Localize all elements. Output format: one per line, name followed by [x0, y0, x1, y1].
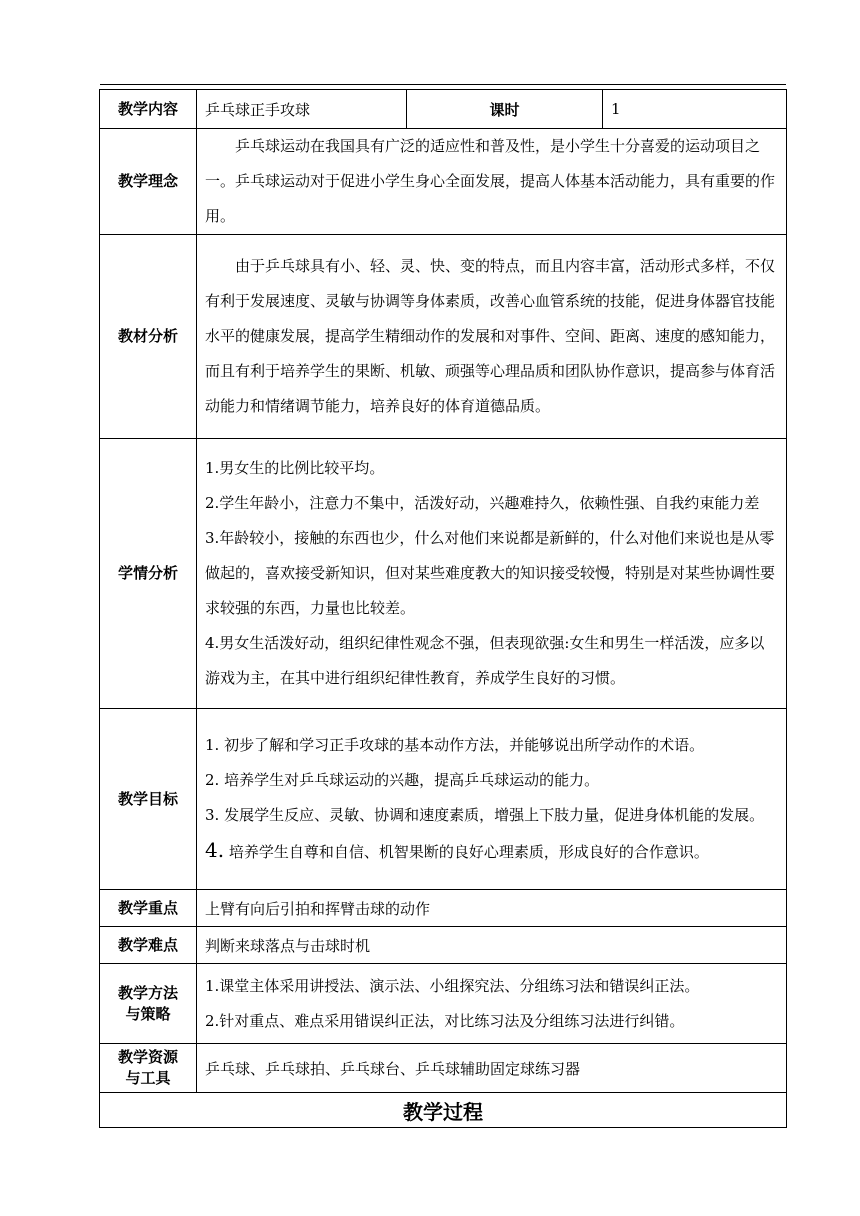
methods-label-line2: 与策略	[125, 1004, 171, 1023]
student-item: 1.男女生的比例比较平均。	[205, 459, 385, 477]
student-item: 4.男女生活泼好动，组织纪律性观念不强，但表现欲强:女生和男生一样活泼，应多以游戏为主，在其中进行组织纪律性教育，养成学生良好的习惯。	[205, 634, 765, 687]
students-cell	[197, 439, 787, 709]
process-title: 教学过程	[100, 1093, 787, 1128]
methods-cell	[197, 964, 787, 1044]
goal-item-4-number: 4.	[205, 838, 225, 862]
methods-label	[100, 964, 197, 1044]
philosophy-cell	[197, 129, 787, 235]
material-cell	[197, 235, 787, 439]
material-label: 教材分析	[100, 235, 197, 439]
material-text: 由于乒乓球具有小、轻、灵、快、变的特点，而且内容丰富，活动形式多样，不仅有利于发展速度、灵敏与协调等身体素质，改善心血管系统的技能，促进身体器官技能水平的健康发展，提高学生精细动作的发展和对事件、空间、距离、速度的感知能力，而且有利于培养学生的果断、机敏、顽强等心理品质和团队协作意识，提高参与体育活动能力和情绪调节能力，培养良好的体育道德品质。	[205, 257, 776, 415]
key-point-label: 教学重点	[100, 890, 197, 927]
method-item: 1.课堂主体采用讲授法、演示法、小组探究法、分组练习法和错误纠正法。	[205, 976, 700, 995]
students-label: 学情分析	[100, 439, 197, 709]
resources-text: 乒乓球、乒乓球拍、乒乓球台、乒乓球辅助固定球练习器	[197, 1044, 787, 1093]
row-students	[100, 439, 787, 709]
goal-item: 2. 培养学生对乒乓球运动的兴趣，提高乒乓球运动的能力。	[205, 771, 600, 789]
difficulty-label: 教学难点	[100, 927, 197, 964]
row-key-point	[100, 890, 787, 927]
top-rule	[100, 84, 786, 85]
philosophy-label: 教学理念	[100, 129, 197, 235]
row-philosophy	[100, 129, 787, 235]
student-item: 2.学生年龄小，注意力不集中，活泼好动，兴趣难持久，依赖性强、自我约束能力差	[205, 494, 760, 512]
period-label: 课时	[407, 90, 603, 129]
goal-item: 1. 初步了解和学习正手攻球的基本动作方法，并能够说出所学动作的术语。	[205, 736, 705, 754]
content-label: 教学内容	[100, 90, 197, 129]
resources-label-line2: 与工具	[125, 1069, 171, 1087]
methods-label-line1: 教学方法	[117, 983, 178, 1002]
goal-item-4	[205, 833, 778, 870]
row-resources	[100, 1044, 787, 1093]
resources-label	[100, 1044, 197, 1093]
goal-item-4-text: 培养学生自尊和自信、机智果断的良好心理素质，形成良好的合作意识。	[224, 843, 709, 861]
row-process	[100, 1093, 787, 1128]
row-material	[100, 235, 787, 439]
period-value: 1	[603, 90, 787, 129]
row-methods	[100, 964, 787, 1044]
row-content	[100, 90, 787, 129]
key-point-text: 上臂有向后引拍和挥臂击球的动作	[197, 890, 787, 927]
row-difficulty	[100, 927, 787, 964]
content-value: 乒乓球正手攻球	[197, 90, 407, 129]
student-item: 3.年龄较小，接触的东西也少，什么对他们来说都是新鲜的，什么对他们来说也是从零做起的，喜欢接受新知识，但对某些难度教大的知识接受较慢，特别是对某些协调性要求较强的东西，力量也比较差。	[205, 529, 776, 617]
lesson-plan-table	[99, 89, 787, 1128]
philosophy-text: 乒乓球运动在我国具有广泛的适应性和普及性，是小学生十分喜爱的运动项目之一。乒乓球运动对于促进小学生身心全面发展，提高人体基本活动能力，具有重要的作用。	[205, 137, 776, 225]
resources-label-line1: 教学资源	[117, 1048, 178, 1066]
row-goals	[100, 709, 787, 890]
method-item: 2.针对重点、难点采用错误纠正法，对比练习法及分组练习法进行纠错。	[205, 1011, 685, 1030]
goal-item: 3. 发展学生反应、灵敏、协调和速度素质，增强上下肢力量，促进身体机能的发展。	[205, 806, 765, 824]
goals-label: 教学目标	[100, 709, 197, 890]
difficulty-text: 判断来球落点与击球时机	[197, 927, 787, 964]
goals-cell	[197, 709, 787, 890]
